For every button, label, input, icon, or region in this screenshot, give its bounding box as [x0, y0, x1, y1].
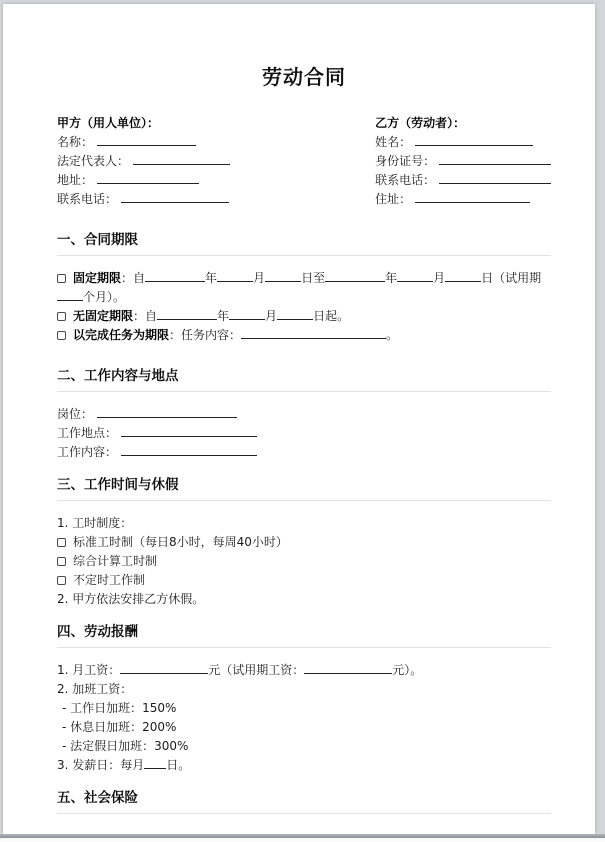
- weekday-overtime-row: - 工作日加班：150%: [62, 701, 177, 715]
- section-1-heading: 一、合同期限: [57, 233, 551, 256]
- restday-overtime-row: - 休息日加班：200%: [62, 720, 177, 734]
- text-run: 月: [433, 271, 446, 285]
- party-a-phone-row: [57, 190, 375, 209]
- fixed-term-row: [57, 269, 551, 307]
- work-location-row: [57, 424, 551, 443]
- text-run: 年: [217, 309, 230, 323]
- blank-line: [97, 406, 237, 418]
- text-run: 日至: [301, 271, 326, 285]
- text-run: 。: [386, 328, 399, 342]
- checkbox-comprehensive-hours[interactable]: [57, 557, 66, 566]
- task-term-label: 以完成任务为期限: [73, 328, 170, 342]
- party-a-heading: 甲方（用人单位）：: [57, 116, 160, 130]
- task-term-row: [57, 326, 551, 345]
- blank-line: [229, 308, 265, 320]
- blank-line: [157, 308, 217, 320]
- text-run: 月: [265, 309, 278, 323]
- checkbox-standard-hours[interactable]: [57, 538, 66, 547]
- field-label: 工作内容：: [57, 445, 118, 459]
- work-hours-item: 1. 工时制度：: [57, 516, 133, 530]
- text-run: 元（试用期工资：: [208, 663, 305, 677]
- overtime-item: 2. 加班工资：: [57, 682, 133, 696]
- monthly-wage-row: [57, 661, 551, 680]
- blank-line: [325, 270, 385, 282]
- section-5-heading: 五、社会保险: [57, 791, 551, 814]
- document-page: [3, 4, 595, 834]
- blank-line: [144, 757, 166, 769]
- comprehensive-hours-row: [57, 552, 551, 571]
- holiday-overtime-row: - 法定假日加班：300%: [62, 739, 189, 753]
- checkbox-task-term[interactable]: [57, 331, 66, 340]
- text-run: 日起。: [313, 309, 350, 323]
- party-a-block: [57, 114, 375, 209]
- blank-line: [241, 327, 386, 339]
- blank-line: [265, 270, 301, 282]
- field-label: 姓名：: [375, 135, 412, 149]
- blank-line: [121, 191, 229, 203]
- text-run: 日。: [166, 758, 191, 772]
- flexible-hours-row: [57, 571, 551, 590]
- blank-line: [217, 270, 253, 282]
- party-b-heading: 乙方（劳动者）：: [375, 116, 466, 130]
- text-run: 3. 发薪日：每月: [57, 758, 145, 772]
- field-label: 工作地点：: [57, 426, 118, 440]
- field-label: 地址：: [57, 173, 94, 187]
- blank-line: [121, 444, 257, 456]
- blank-line: [97, 172, 199, 184]
- text-run: 元）。: [392, 663, 423, 677]
- text-run: 日（试用期: [481, 271, 542, 285]
- party-b-name-row: [375, 133, 551, 152]
- text-run: ：任务内容：: [169, 328, 242, 342]
- party-a-name-row: [57, 133, 375, 152]
- blank-line: [415, 191, 530, 203]
- party-b-address-row: [375, 190, 551, 209]
- checkbox-label: 标准工时制（每日8小时，每周40小时）: [73, 535, 288, 549]
- position-row: [57, 405, 551, 424]
- party-b-phone-row: [375, 171, 551, 190]
- leave-item: 2. 甲方依法安排乙方休假。: [57, 592, 205, 606]
- open-term-label: 无固定期限: [73, 309, 134, 323]
- blank-line: [397, 270, 433, 282]
- checkbox-fixed-term[interactable]: [57, 274, 66, 283]
- parties-section: [57, 114, 551, 209]
- blank-line: [415, 134, 533, 146]
- field-label: 联系电话：: [375, 173, 436, 187]
- blank-line: [445, 270, 481, 282]
- blank-line: [304, 662, 392, 674]
- open-term-row: [57, 307, 551, 326]
- party-a-representative-row: [57, 152, 375, 171]
- blank-line: [133, 153, 230, 165]
- text-run: ：自: [121, 271, 146, 285]
- text-run: ：自: [133, 309, 158, 323]
- text-run: 月: [253, 271, 266, 285]
- field-label: 法定代表人：: [57, 154, 130, 168]
- field-label: 联系电话：: [57, 192, 118, 206]
- blank-line: [121, 425, 257, 437]
- text-run: 1. 月工资：: [57, 663, 121, 677]
- blank-line: [439, 172, 551, 184]
- standard-hours-row: [57, 533, 551, 552]
- blank-line: [145, 270, 205, 282]
- field-label: 住址：: [375, 192, 412, 206]
- viewer-bottom-strip: [0, 838, 605, 842]
- blank-line: [57, 289, 83, 301]
- section-4-heading: 四、劳动报酬: [57, 625, 551, 648]
- blank-line: [120, 662, 208, 674]
- checkbox-label: 不定时工作制: [73, 573, 146, 587]
- field-label: 名称：: [57, 135, 94, 149]
- party-b-block: [375, 114, 551, 209]
- fixed-term-label: 固定期限: [73, 271, 122, 285]
- text-run: 个月）。: [83, 290, 126, 304]
- payday-row: [57, 756, 551, 775]
- checkbox-open-term[interactable]: [57, 312, 66, 321]
- text-run: 年: [385, 271, 398, 285]
- work-content-row: [57, 443, 551, 462]
- field-label: 身份证号：: [375, 154, 436, 168]
- party-a-address-row: [57, 171, 375, 190]
- checkbox-label: 综合计算工时制: [73, 554, 158, 568]
- text-run: 年: [205, 271, 218, 285]
- checkbox-flexible-hours[interactable]: [57, 576, 66, 585]
- section-3-heading: 三、工作时间与休假: [57, 478, 551, 501]
- blank-line: [97, 134, 196, 146]
- party-b-id-row: [375, 152, 551, 171]
- section-2-heading: 二、工作内容与地点: [57, 369, 551, 392]
- field-label: 岗位：: [57, 407, 94, 421]
- blank-line: [277, 308, 313, 320]
- blank-line: [439, 153, 551, 165]
- document-title: 劳动合同: [262, 65, 346, 89]
